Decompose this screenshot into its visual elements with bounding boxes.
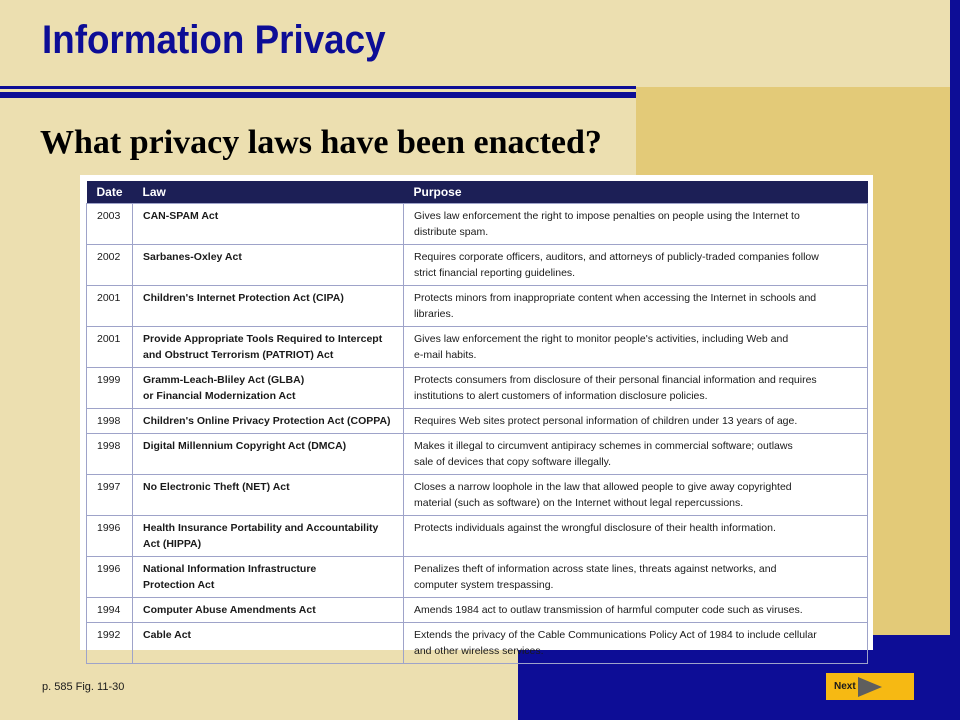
decorative-navy-strip bbox=[950, 0, 960, 635]
cell-law bbox=[133, 204, 404, 245]
law-line: Children's Internet Protection Act (CIPA) bbox=[143, 292, 344, 304]
header-date: Date bbox=[87, 181, 133, 204]
purpose-line: Closes a narrow loophole in the law that allowed people to give away copyrighted bbox=[414, 481, 792, 493]
purpose-line: Gives law enforcement the right to monitor people's activities, including Web and bbox=[414, 333, 789, 345]
cell-purpose bbox=[404, 475, 868, 516]
table-row bbox=[87, 286, 868, 327]
table-row bbox=[87, 327, 868, 368]
law-line: Computer Abuse Amendments Act bbox=[143, 604, 316, 616]
law-line: Health Insurance Portability and Accountability bbox=[143, 522, 379, 534]
cell-date: 2002 bbox=[87, 245, 133, 286]
purpose-line: Protects consumers from disclosure of their personal financial information and requires bbox=[414, 374, 817, 386]
cell-date: 1996 bbox=[87, 557, 133, 598]
purpose-line: distribute spam. bbox=[414, 226, 489, 238]
cell-purpose bbox=[404, 409, 868, 434]
purpose-line: Protects individuals against the wrongful disclosure of their health information. bbox=[414, 522, 776, 534]
cell-purpose bbox=[404, 516, 868, 557]
page-title: Information Privacy bbox=[42, 18, 386, 62]
cell-law bbox=[133, 286, 404, 327]
table-row bbox=[87, 516, 868, 557]
cell-date: 1998 bbox=[87, 434, 133, 475]
law-line: Cable Act bbox=[143, 629, 192, 641]
cell-date: 1998 bbox=[87, 409, 133, 434]
next-button[interactable] bbox=[826, 673, 914, 700]
cell-purpose bbox=[404, 286, 868, 327]
table-body bbox=[87, 204, 868, 664]
law-line: Provide Appropriate Tools Required to Intercept bbox=[143, 333, 383, 345]
table-row bbox=[87, 204, 868, 245]
cell-law bbox=[133, 245, 404, 286]
cell-purpose bbox=[404, 327, 868, 368]
purpose-line: strict financial reporting guidelines. bbox=[414, 267, 576, 279]
law-line: Gramm-Leach-Bliley Act (GLBA) bbox=[143, 374, 305, 386]
cell-law bbox=[133, 368, 404, 409]
cell-law bbox=[133, 623, 404, 664]
table-row bbox=[87, 434, 868, 475]
purpose-line: libraries. bbox=[414, 308, 454, 320]
law-line: Digital Millennium Copyright Act (DMCA) bbox=[143, 440, 347, 452]
law-line: CAN-SPAM Act bbox=[143, 210, 219, 222]
purpose-line: material (such as software) on the Internet without legal repercussions. bbox=[414, 497, 744, 509]
table-row bbox=[87, 475, 868, 516]
cell-purpose bbox=[404, 434, 868, 475]
cell-law bbox=[133, 557, 404, 598]
purpose-line: Requires Web sites protect personal information of children under 13 years of age. bbox=[414, 415, 798, 427]
purpose-line: e-mail habits. bbox=[414, 349, 477, 361]
table-row bbox=[87, 623, 868, 664]
cell-law bbox=[133, 516, 404, 557]
law-line: National Information Infrastructure bbox=[143, 563, 317, 575]
cell-date: 1992 bbox=[87, 623, 133, 664]
purpose-line: Penalizes theft of information across state lines, threats against networks, and bbox=[414, 563, 777, 575]
cell-law bbox=[133, 409, 404, 434]
purpose-line: computer system trespassing. bbox=[414, 579, 554, 591]
cell-law bbox=[133, 327, 404, 368]
cell-purpose bbox=[404, 623, 868, 664]
cell-purpose bbox=[404, 245, 868, 286]
cell-purpose bbox=[404, 204, 868, 245]
arrow-right-icon bbox=[858, 677, 882, 697]
header-purpose: Purpose bbox=[404, 181, 868, 204]
cell-date: 2001 bbox=[87, 286, 133, 327]
law-line: No Electronic Theft (NET) Act bbox=[143, 481, 290, 493]
purpose-line: sale of devices that copy software illegally. bbox=[414, 456, 612, 468]
title-rule-thin bbox=[0, 86, 636, 89]
cell-date: 1994 bbox=[87, 598, 133, 623]
next-button-label: Next bbox=[834, 681, 856, 692]
table-row bbox=[87, 557, 868, 598]
page-reference: p. 585 Fig. 11-30 bbox=[42, 681, 125, 693]
privacy-laws-table bbox=[86, 181, 868, 664]
table-row bbox=[87, 368, 868, 409]
law-line: Sarbanes-Oxley Act bbox=[143, 251, 242, 263]
cell-date: 1996 bbox=[87, 516, 133, 557]
cell-law bbox=[133, 434, 404, 475]
table-header-row bbox=[87, 181, 868, 204]
law-line: or Financial Modernization Act bbox=[143, 390, 296, 402]
cell-date: 2003 bbox=[87, 204, 133, 245]
privacy-laws-figure bbox=[80, 175, 873, 657]
law-line: Act (HIPPA) bbox=[143, 538, 202, 550]
table-row bbox=[87, 409, 868, 434]
cell-purpose bbox=[404, 557, 868, 598]
purpose-line: Amends 1984 act to outlaw transmission of harmful computer code such as viruses. bbox=[414, 604, 803, 616]
law-line: Protection Act bbox=[143, 579, 215, 591]
law-line: and Obstruct Terrorism (PATRIOT) Act bbox=[143, 349, 334, 361]
purpose-line: Makes it illegal to circumvent antipiracy schemes in commercial software; outlaws bbox=[414, 440, 793, 452]
slide-subtitle: What privacy laws have been enacted? bbox=[40, 124, 602, 161]
cell-law bbox=[133, 475, 404, 516]
law-line: Children's Online Privacy Protection Act (COPPA) bbox=[143, 415, 391, 427]
title-rule-thick bbox=[0, 92, 636, 98]
purpose-line: Protects minors from inappropriate content when accessing the Internet in schools and bbox=[414, 292, 817, 304]
table-row bbox=[87, 598, 868, 623]
purpose-line: and other wireless services. bbox=[414, 645, 544, 657]
cell-law bbox=[133, 598, 404, 623]
purpose-line: Extends the privacy of the Cable Communications Policy Act of 1984 to include cellular bbox=[414, 629, 817, 641]
table-row bbox=[87, 245, 868, 286]
purpose-line: Requires corporate officers, auditors, and attorneys of publicly-traded companies follow bbox=[414, 251, 819, 263]
purpose-line: Gives law enforcement the right to impose penalties on people using the Internet to bbox=[414, 210, 800, 222]
header-law: Law bbox=[133, 181, 404, 204]
cell-date: 2001 bbox=[87, 327, 133, 368]
cell-date: 1999 bbox=[87, 368, 133, 409]
cell-date: 1997 bbox=[87, 475, 133, 516]
cell-purpose bbox=[404, 368, 868, 409]
cell-purpose bbox=[404, 598, 868, 623]
purpose-line: institutions to alert customers of information disclosure policies. bbox=[414, 390, 708, 402]
